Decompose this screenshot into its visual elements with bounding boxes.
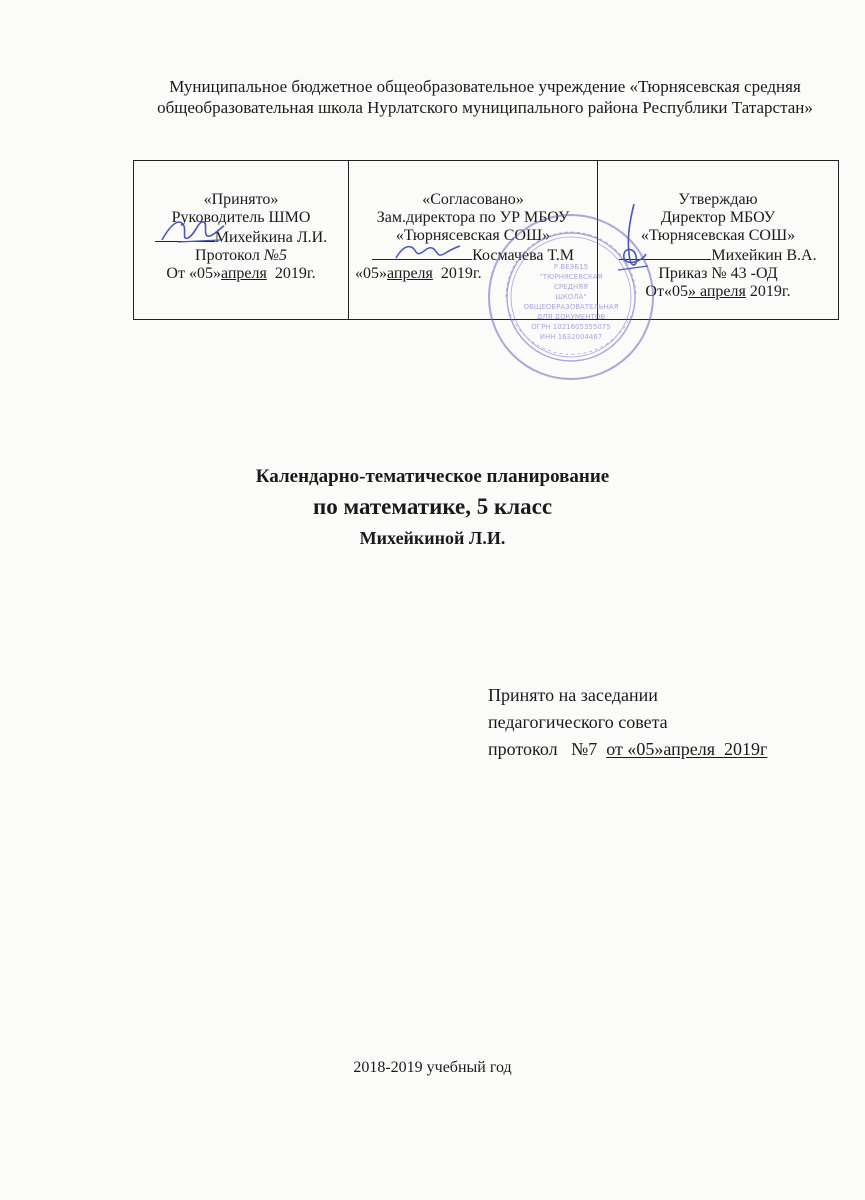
protocol-label: Протокол: [195, 247, 260, 264]
council-date: от «05»апреля 2019г: [606, 739, 768, 759]
stamp-line: ДЛЯ ДОКУМЕНТОВ: [536, 313, 606, 321]
accepted-date: [136, 265, 346, 283]
stamp-line: "ТЮРНЯСЕВСКАЯ: [539, 273, 603, 281]
stamp-line: ОГРН 1021605355075: [531, 323, 611, 331]
date-year: 2019г.: [440, 265, 482, 282]
accepted-name: Михейкина Л.И.: [214, 229, 328, 246]
stamp-line: ОБЩЕОБРАЗОВАТЕЛЬНАЯ: [523, 303, 619, 311]
date-prefix: «05»: [355, 265, 387, 282]
header-line-1: Муниципальное бюджетное общеобразовательное учреждение «Тюрнясевская средняя: [169, 77, 801, 96]
council-line-2: педагогического совета: [488, 712, 668, 732]
date-month: апреля: [387, 265, 433, 282]
council-line-1: Принято на заседании: [488, 685, 658, 705]
agreed-name: Космачева Т.М: [472, 247, 574, 264]
stamp-line: Р.ВЕЭБ15: [553, 263, 589, 271]
date-prefix: От«05: [645, 283, 688, 300]
school-stamp-icon: [486, 212, 656, 382]
agreed-position: Зам.директора по УР МБОУ: [376, 209, 570, 226]
agreed-school: «Тюрнясевская СОШ»: [395, 227, 551, 244]
document-author: Михейкиной Л.И.: [359, 528, 506, 548]
stamp-line: ИНН 1632004467: [539, 333, 603, 341]
signature-kosmacheva-icon: [392, 240, 462, 264]
accepted-position: Руководитель ШМО: [171, 209, 311, 226]
date-month: » апреля: [687, 283, 746, 300]
academic-year: 2018-2019 учебный год: [353, 1059, 512, 1076]
approved-heading: Утверждаю: [678, 191, 758, 208]
school-header: [140, 76, 830, 118]
council-line-3: [488, 736, 767, 763]
document-title: Календарно-тематическое планирование: [255, 466, 610, 487]
approved-school: «Тюрнясевская СОШ»: [640, 227, 796, 244]
header-line-2: общеобразовательная школа Нурлатского муниципального района Республики Татарстан»: [157, 98, 813, 117]
approved-name: Михейкин В.А.: [711, 247, 817, 264]
stamp-line: ШКОЛА": [555, 293, 587, 301]
date-year: 2019г.: [274, 265, 316, 282]
council-approval: [488, 682, 767, 763]
signature-mikheikina-icon: [158, 212, 228, 248]
date-prefix: От «05»: [166, 265, 221, 282]
approved-order: Приказ № 43 -ОД: [658, 265, 778, 282]
date-year: 2019г.: [749, 283, 791, 300]
council-protocol: протокол №7: [488, 739, 607, 759]
stamp-inner-text: [516, 242, 626, 352]
agreed-heading: «Согласовано»: [422, 191, 524, 208]
document-subject: по математике, 5 класс: [312, 494, 553, 519]
protocol-number: №5: [263, 247, 287, 264]
stamp-line: СРЕДНЯЯ: [554, 283, 588, 291]
accepted-protocol: [136, 247, 346, 265]
accepted-heading: «Принято»: [203, 191, 279, 208]
approved-position: Директор МБОУ: [660, 209, 776, 226]
date-month: апреля: [220, 265, 267, 282]
